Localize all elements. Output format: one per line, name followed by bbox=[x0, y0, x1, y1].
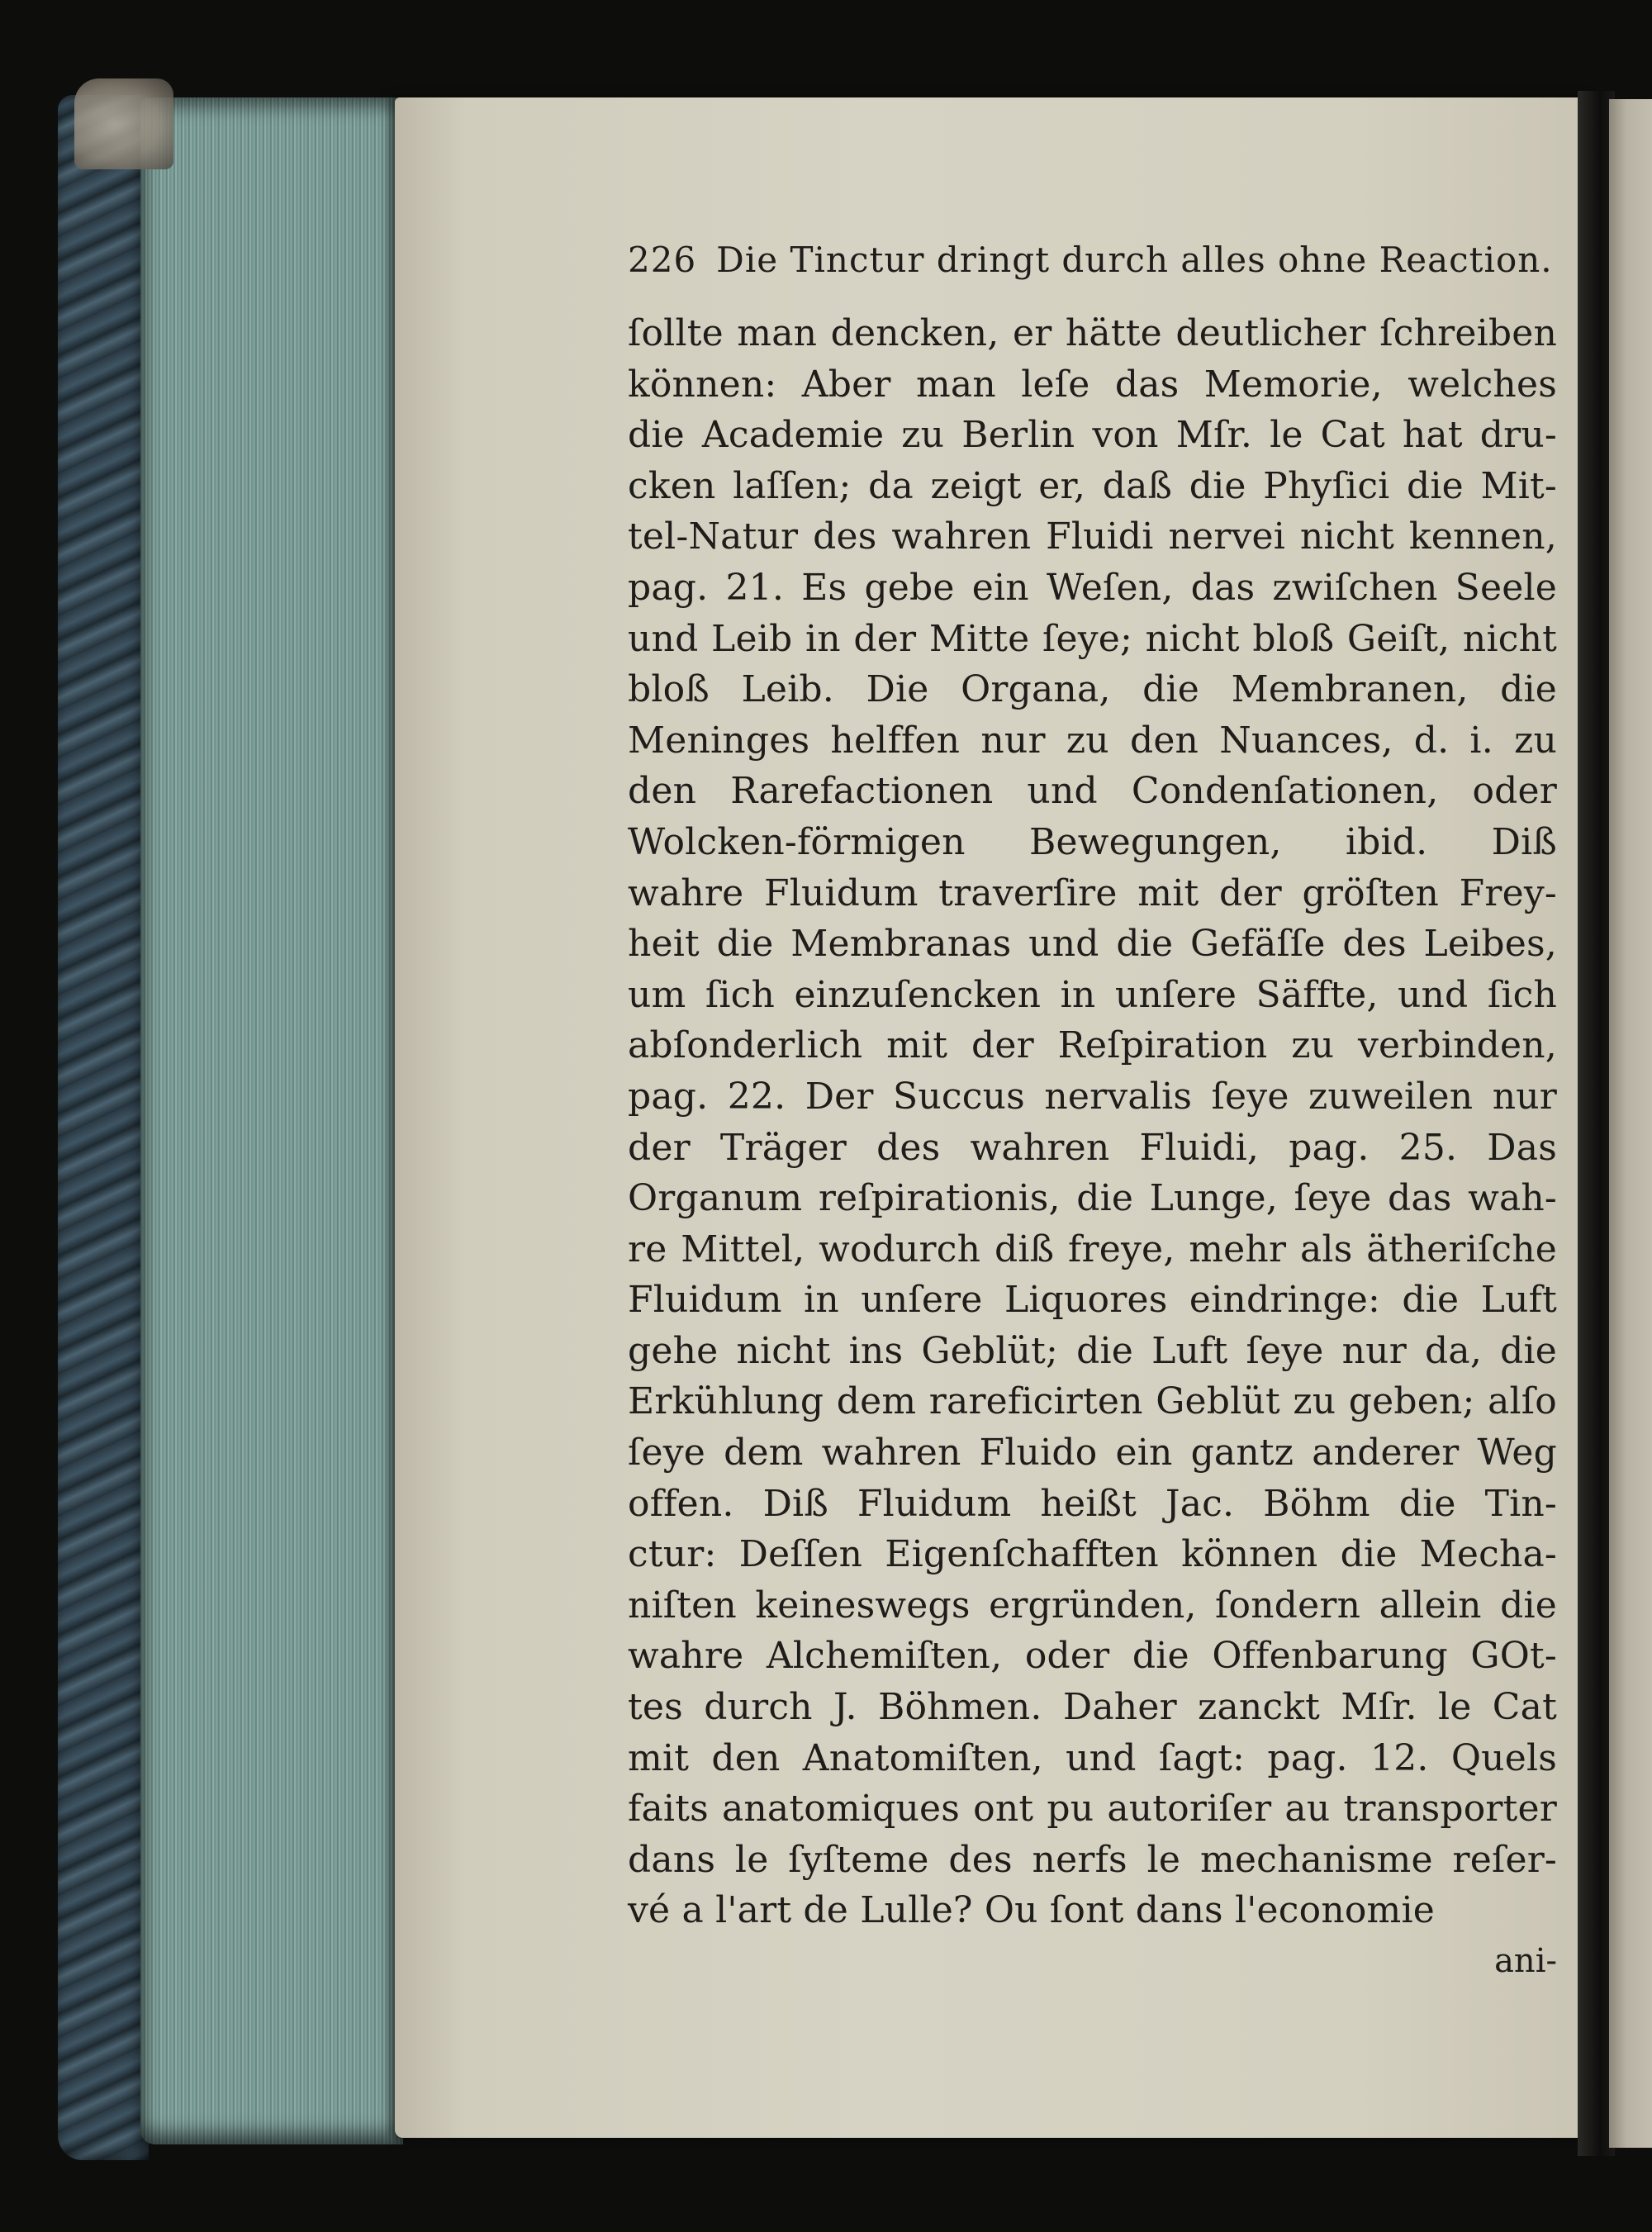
text-line: der Träger des wahren Fluidi, pag. 25. Das bbox=[628, 1126, 1557, 1169]
page-header bbox=[628, 240, 1557, 280]
text-line: um ſich einzuſencken in unſere Säffte, und ſich bbox=[628, 973, 1557, 1016]
text-line: wahre Alchemiſten, oder die Offenbarung GOt- bbox=[628, 1635, 1557, 1678]
text-line: bloß Leib. Die Organa, die Membranen, die bbox=[628, 668, 1557, 711]
text-line: Fluidum in unſere Liquores eindringe: die Luft bbox=[628, 1279, 1557, 1322]
text-line: und Leib in der Mitte ſeye; nicht bloß Geiſt, nicht bbox=[628, 617, 1557, 660]
catchword: ani- bbox=[1494, 1942, 1557, 1980]
text-line: vé a l'art de Lulle? Ou ſont dans l'economie bbox=[628, 1889, 1435, 1932]
text-line: offen. Diß Fluidum heißt Jac. Böhm die Tin- bbox=[628, 1482, 1557, 1525]
text-line: mit den Anatomiſten, und ſagt: pag. 12. Quels bbox=[628, 1736, 1557, 1779]
facing-page-edge bbox=[1609, 99, 1652, 2148]
text-line: Wolcken-förmigen Bewegungen, ibid. Diß bbox=[628, 820, 1557, 863]
text-line: niſten keineswegs ergründen, ſondern allein die bbox=[628, 1584, 1557, 1627]
page-text-block bbox=[628, 240, 1557, 1984]
running-title: Die Tinctur dringt durch alles ohne Reaction. bbox=[716, 240, 1553, 280]
text-line: Erkühlung dem rareficirten Geblüt zu geben; alſo bbox=[628, 1380, 1557, 1423]
text-line: abſonderlich mit der Reſpiration zu verbinden, bbox=[628, 1024, 1557, 1067]
text-line: ſollte man dencken, er hätte deutlicher ſchreiben bbox=[628, 312, 1557, 354]
text-line: können: Aber man leſe das Memorie, welches bbox=[628, 363, 1557, 406]
text-line: wahre Fluidum traverſire mit der gröſten Frey- bbox=[628, 871, 1557, 914]
text-line: Meninges helffen nur zu den Nuances, d. i. zu bbox=[628, 719, 1557, 762]
body-text bbox=[628, 308, 1557, 1936]
text-line: faits anatomiques ont pu autoriſer au transporter bbox=[628, 1788, 1557, 1831]
text-line: tel-Natur des wahren Fluidi nervei nicht kennen, bbox=[628, 515, 1557, 558]
text-line: dans le ſyſteme des nerfs le mechanisme reſer- bbox=[628, 1838, 1557, 1881]
text-line: ctur: Deſſen Eigenſchafften können die Mecha- bbox=[628, 1533, 1557, 1576]
text-line: tes durch J. Böhmen. Daher zanckt Mſr. le Cat bbox=[628, 1686, 1557, 1729]
text-line: die Academie zu Berlin von Mſr. le Cat hat dru- bbox=[628, 414, 1557, 457]
text-line: heit die Membranas und die Gefäſſe des Leibes, bbox=[628, 923, 1557, 966]
text-line: gehe nicht ins Geblüt; die Luft ſeye nur da, die bbox=[628, 1329, 1557, 1372]
text-line: pag. 21. Es gebe ein Weſen, das zwiſchen Seele bbox=[628, 566, 1557, 609]
text-line: re Mittel, wodurch diß freye, mehr als ätheriſche bbox=[628, 1228, 1557, 1270]
text-line: ſeye dem wahren Fluido ein gantz anderer Weg bbox=[628, 1432, 1557, 1475]
text-line: cken laſſen; da zeigt er, daß die Phyſici die Mit- bbox=[628, 464, 1557, 507]
torn-headband bbox=[74, 78, 173, 169]
text-line: den Rarefactionen und Condenſationen, oder bbox=[628, 770, 1557, 813]
page-block-edges bbox=[140, 97, 403, 2144]
text-line: pag. 22. Der Succus nervalis ſeye zuweilen nur bbox=[628, 1075, 1557, 1118]
marbled-cover bbox=[58, 95, 149, 2160]
page-number: 226 bbox=[628, 240, 697, 280]
text-line: Organum reſpirationis, die Lunge, ſeye das wah- bbox=[628, 1177, 1557, 1220]
